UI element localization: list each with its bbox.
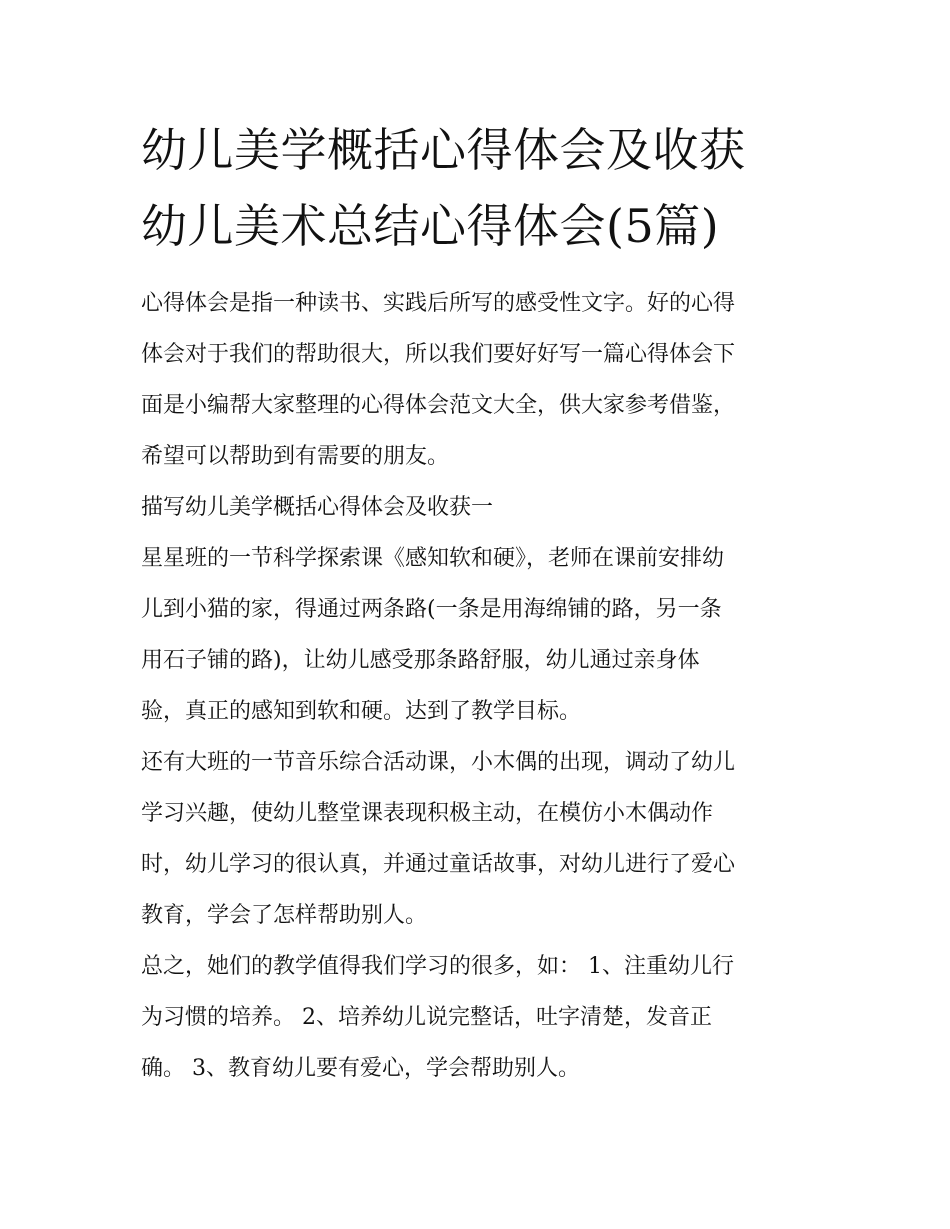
document-body <box>141 278 821 1094</box>
text-line: 心得体会是指一种读书、实践后所写的感受性文字。好的心得 <box>141 291 736 316</box>
text-line: 确。 3、教育幼儿要有爱心，学会帮助别人。 <box>141 1056 580 1081</box>
body-paragraph <box>141 941 821 1094</box>
text-line: 为习惯的培养。 2、培养幼儿说完整话，吐字清楚，发音正 <box>141 1005 712 1030</box>
text-line: 体会对于我们的帮助很大，所以我们要好好写一篇心得体会下 <box>141 342 736 367</box>
body-paragraph <box>141 737 821 941</box>
text-line: 教育，学会了怎样帮助别人。 <box>141 903 428 928</box>
text-line: 用石子铺的路)，让幼儿感受那条路舒服，幼儿通过亲身体 <box>141 648 700 673</box>
text-line: 还有大班的一节音乐综合活动课，小木偶的出现，调动了幼儿 <box>141 750 736 775</box>
title-line: 幼儿美学概括心得体会及收获 <box>141 123 746 177</box>
text-line: 验，真正的感知到软和硬。达到了教学目标。 <box>141 699 582 724</box>
text-line: 总之，她们的教学值得我们学习的很多，如： 1、注重幼儿行 <box>141 954 734 979</box>
document-content <box>141 112 821 1094</box>
text-line: 儿到小猫的家，得通过两条路(一条是用海绵铺的路，另一条 <box>141 597 722 622</box>
intro-paragraph <box>141 278 821 482</box>
text-line: 星星班的一节科学探索课《感知软和硬》，老师在课前安排幼 <box>141 546 725 571</box>
title-line: 幼儿美术总结心得体会(5篇) <box>141 199 720 253</box>
document-title <box>141 112 821 264</box>
text-line: 学习兴趣，使幼儿整堂课表现积极主动，在模仿小木偶动作 <box>141 801 714 826</box>
section-heading <box>141 482 821 533</box>
body-paragraph <box>141 533 821 737</box>
text-line: 描写幼儿美学概括心得体会及收获一 <box>141 495 494 520</box>
text-line: 希望可以帮助到有需要的朋友。 <box>141 444 450 469</box>
text-line: 时，幼儿学习的很认真，并通过童话故事，对幼儿进行了爱心 <box>141 852 736 877</box>
text-line: 面是小编帮大家整理的心得体会范文大全，供大家参考借鉴， <box>141 393 736 418</box>
